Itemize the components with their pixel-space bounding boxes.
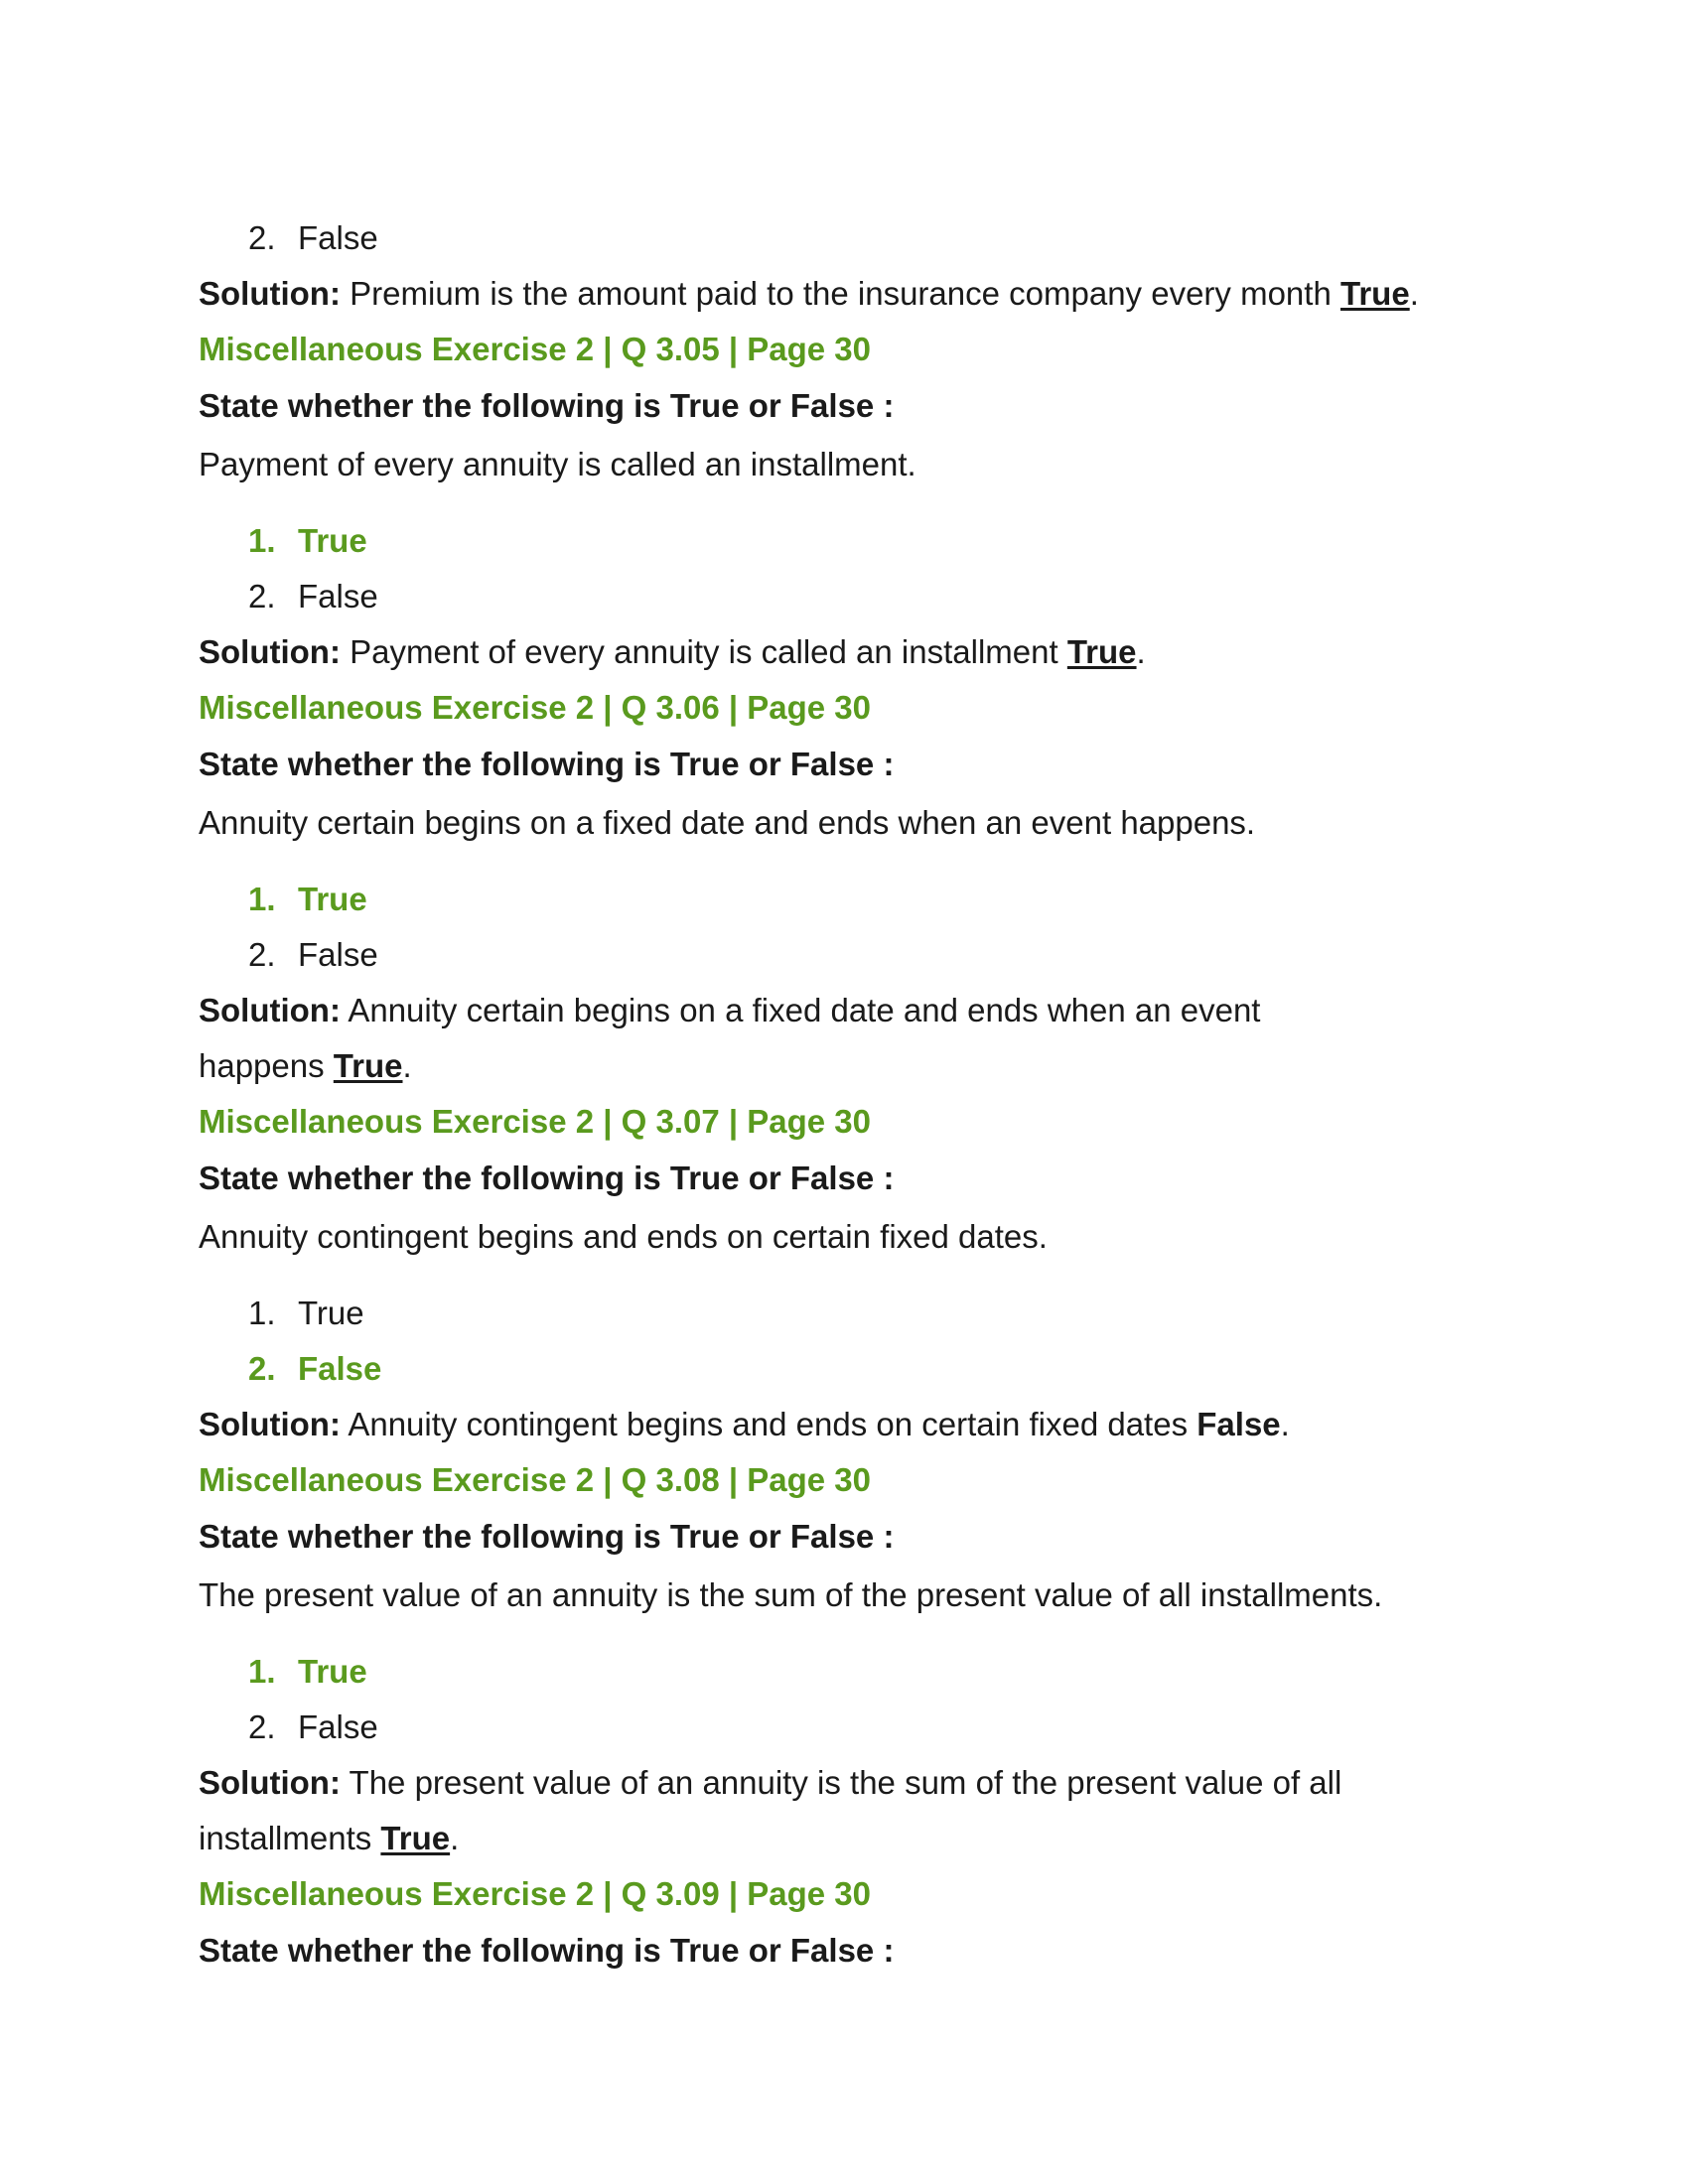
question-heading: Miscellaneous Exercise 2 | Q 3.05 | Page 30 — [199, 331, 872, 367]
option-label: False — [298, 936, 378, 973]
option-false — [248, 569, 1509, 624]
solution-text: Payment of every annuity is called an installment — [350, 633, 1058, 670]
question-statement: Annuity certain begins on a fixed date and ends when an event happens. — [199, 804, 1256, 841]
solution-text: happens — [199, 1047, 325, 1084]
option-number: 1. — [248, 881, 276, 917]
solution-end: . — [402, 1047, 412, 1084]
solution-label: Solution: — [199, 1764, 341, 1801]
solution-label: Solution: — [199, 275, 341, 312]
option-true — [248, 872, 1509, 927]
option-label: False — [298, 1708, 378, 1745]
solution-answer: True — [333, 1047, 403, 1084]
question-heading: Miscellaneous Exercise 2 | Q 3.07 | Page 30 — [199, 1103, 872, 1140]
solution-end: . — [1409, 275, 1419, 312]
question-prompt: State whether the following is True or False : — [199, 1160, 895, 1196]
question-prompt: State whether the following is True or False : — [199, 1518, 895, 1555]
solution-answer: True — [1339, 275, 1410, 312]
solution-label: Solution: — [199, 992, 341, 1028]
question-statement: Annuity contingent begins and ends on certain fixed dates. — [199, 1218, 1048, 1255]
option-label: False — [298, 578, 378, 614]
option-label: True — [298, 522, 367, 559]
option-false — [248, 927, 1509, 983]
solution-text: Annuity contingent begins and ends on certain fixed dates — [348, 1406, 1189, 1442]
option-number: 2. — [248, 219, 276, 256]
solution-line — [199, 624, 1509, 680]
option-false — [248, 210, 1509, 266]
solution-end: . — [1136, 633, 1146, 670]
document-page — [199, 210, 1509, 1980]
solution-text: Annuity certain begins on a fixed date and ends when an event — [348, 992, 1261, 1028]
question-prompt: State whether the following is True or False : — [199, 387, 895, 424]
solution-answer: True — [380, 1820, 451, 1856]
solution-line — [199, 266, 1509, 322]
solution-end: . — [1280, 1406, 1290, 1442]
solution-line-continued — [199, 1038, 1509, 1094]
option-false — [248, 1700, 1509, 1755]
option-number: 2. — [248, 578, 276, 614]
option-label: True — [298, 881, 367, 917]
option-label: True — [298, 1653, 367, 1690]
option-false — [248, 1341, 1509, 1397]
question-prompt: State whether the following is True or False : — [199, 1932, 895, 1969]
solution-line — [199, 983, 1509, 1038]
solution-label: Solution: — [199, 633, 341, 670]
solution-end: . — [450, 1820, 460, 1856]
option-number: 1. — [248, 522, 276, 559]
solution-line — [199, 1397, 1509, 1452]
question-heading: Miscellaneous Exercise 2 | Q 3.06 | Page 30 — [199, 689, 872, 726]
option-number: 2. — [248, 1708, 276, 1745]
option-number: 1. — [248, 1653, 276, 1690]
solution-line-continued — [199, 1811, 1509, 1866]
solution-text: installments — [199, 1820, 372, 1856]
question-statement: The present value of an annuity is the sum of the present value of all installments. — [199, 1576, 1383, 1613]
option-true — [248, 1286, 1509, 1341]
solution-answer: True — [1066, 633, 1137, 670]
solution-text: The present value of an annuity is the sum of the present value of all — [349, 1764, 1342, 1801]
option-number: 2. — [248, 936, 276, 973]
option-number: 1. — [248, 1295, 276, 1331]
solution-answer: False — [1196, 1406, 1281, 1442]
solution-label: Solution: — [199, 1406, 341, 1442]
question-prompt: State whether the following is True or False : — [199, 746, 895, 782]
solution-line — [199, 1755, 1509, 1811]
option-label: False — [298, 1350, 382, 1387]
question-heading: Miscellaneous Exercise 2 | Q 3.08 | Page 30 — [199, 1461, 872, 1498]
option-true — [248, 513, 1509, 569]
option-true — [248, 1644, 1509, 1700]
option-label: True — [298, 1295, 364, 1331]
question-statement: Payment of every annuity is called an installment. — [199, 446, 916, 482]
solution-text: Premium is the amount paid to the insurance company every month — [350, 275, 1332, 312]
option-number: 2. — [248, 1350, 276, 1387]
option-label: False — [298, 219, 378, 256]
question-heading: Miscellaneous Exercise 2 | Q 3.09 | Page 30 — [199, 1875, 872, 1912]
